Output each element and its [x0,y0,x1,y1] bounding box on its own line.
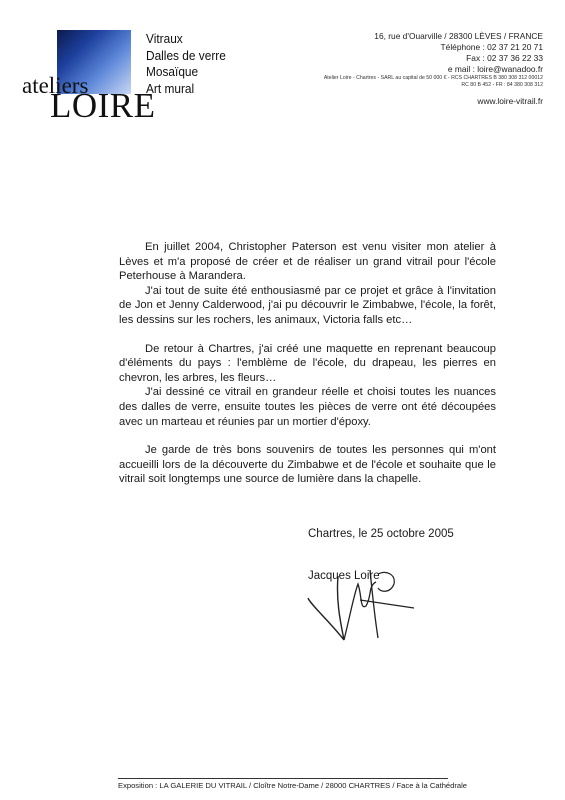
footer-divider [118,778,448,779]
footer-text: Exposition : LA GALERIE DU VITRAIL / Cloître Notre-Dame / 28000 CHARTRES / Face à la Cathédrale [118,781,468,790]
contact-email[interactable]: e mail : loire@wanadoo.fr [447,64,543,74]
service-item: Dalles de verre [146,47,226,63]
legal-line-2: RC 80 B 452 - FR : 84 380 308 312 [461,82,543,88]
signer-name: Jacques Loire [308,570,380,582]
paragraph: J'ai dessiné ce vitrail en grandeur réelle et choisi toutes les nuances des dalles de verre, ensuite toutes les pièces de verre ont été découpées avec un marteau et réunies par un mortier d'époxy. [119,386,496,428]
paragraph: De retour à Chartres, j'ai créé une maquette en reprenant beaucoup d'éléments du pays : l'emblème de l'école, du drapeau, les pierres en chevron, les arbres, les fleurs… [119,342,496,384]
service-item: Vitraux [146,31,183,46]
service-item: Mosaïque [146,64,199,79]
contact-address: 16, rue d'Ouarville / 28300 LÈVES / FRANCE [374,31,543,41]
contact-fax: Fax : 02 37 36 22 33 [466,53,543,63]
closing-date: Chartres, le 25 octobre 2005 [308,528,454,540]
logo-text-loire: LOIRE [50,86,156,125]
contact-phone: Téléphone : 02 37 21 20 71 [440,42,543,52]
legal-line-1: Atelier Loire - Chartres - SARL au capital de 50 000 € - RCS CHARTRES B 380 308 312 00012 [323,75,543,81]
paragraph: En juillet 2004, Christopher Paterson est venu visiter mon atelier à Lèves et m'a proposé de créer et de réaliser un grand vitrail pour l'école Peterhouse à Marandera. [119,241,496,283]
paragraph: Je garde de très bons souvenirs de toutes les personnes qui m'ont accueilli lors de la découverte du Zimbabwe et de l'école et souhaite que le vitrail soit longtemps une source de lumière dans la chapelle. [119,444,496,486]
contact-block [324,31,543,107]
logo-text-ateliers: ateliers [22,73,89,98]
letter-body [119,240,496,487]
services-list [146,31,235,97]
paragraph: J'ai tout de suite été enthousiasmé par ce projet et grâce à l'invitation de Jon et Jenny Calderwood, j'ai pu découvrir le Zimbabwe, l'école, la forêt, les dessins sur les rochers, les animaux, Victoria falls etc… [119,284,496,326]
service-item: Art mural [146,80,195,96]
website-link[interactable]: www.loire-vitrail.fr [477,96,543,106]
